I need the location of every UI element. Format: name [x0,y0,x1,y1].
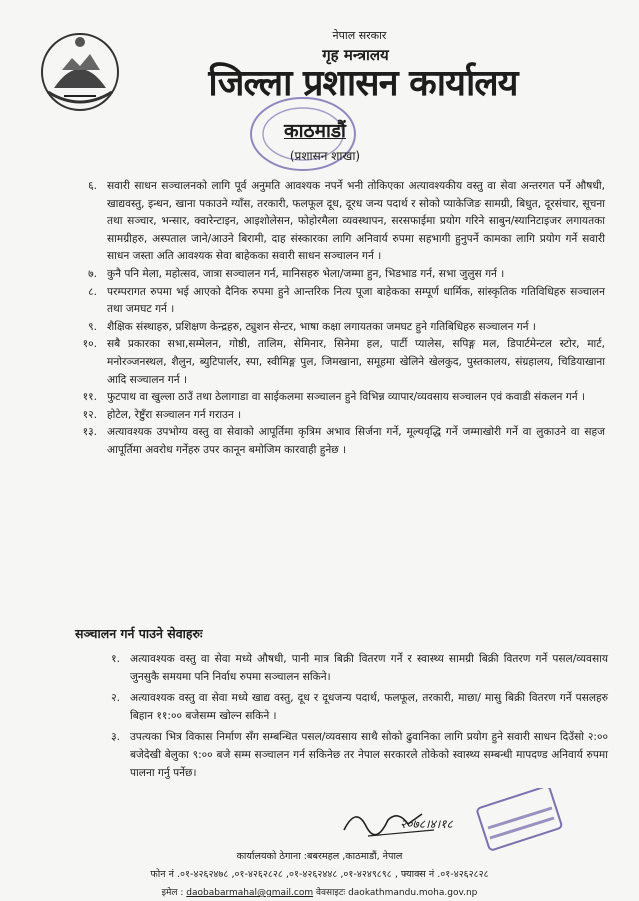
item-number: ११. [82,391,97,404]
signature-date: २०७८।४।१८ [400,817,453,831]
item-number: ३. [111,731,120,743]
footer-contact [0,885,639,898]
footer-phones: फोन नं .०१-४२६२४७८ ,०१-४२६२८२८ ,०१-४२६२४४८ ,०१-४२४९८९८ , फ्याक्स नं .०१-४२६२८२८ [150,869,489,880]
item-text: उपत्यका भित्र विकास निर्माण सँग सम्बन्धित पसल/व्यवसाय साथै सोको ढुवानिका लागि प्रयोग हुने सवारी साधन दिउँसो २:०० बजेदेखी बेलुका ९:०० बजे सम्म सञ्चालन गर्न सकिनेछ तर नेपाल सरकारले तोकेको स्वास्थ्य सम्बन्धी मापदण्ड अनिवार्य रुपमा पालना गर्नु पर्नेछ। [130,731,608,779]
item-number: १३. [82,426,97,439]
list-item [60,266,605,284]
government-label: नेपाल सरकार [332,29,387,42]
item-number: २. [111,692,120,704]
item-text: अत्यावश्यक वस्तु वा सेवा मध्ये खाद्य वस्तु, दूध र दूधजन्य पदार्थ, फलफूल, तरकारी, माछा/ मासु बिक्री वितरण गर्ने पसलहरु बिहान ११:०० बजेसम्म खोल्न सकिने । [130,692,608,722]
services-heading: सञ्चालन गर्न पाउने सेवाहरुः [75,626,203,641]
list-item [60,407,605,425]
item-number: १०. [82,338,97,351]
item-text: फुटपाथ वा खुल्ला ठाउँ तथा ठेलागाडा वा साईकलमा सञ्चालन हुने विभिन्न व्यापार/व्यवसाय सञ्चालन एवं कवाडी संकलन गर्न । [107,391,585,404]
ministry-label: गृह मन्त्रालय [322,46,389,64]
list-item [60,178,605,266]
item-number: १. [111,653,120,665]
item-text: अत्यावश्यक उपभोग्य वस्तु वा सेवाको आपूर्तिमा कृत्रिम अभाव सिर्जना गर्ने, मूल्यवृद्धि गर्ने जम्माखोरी गर्ने वा लुकाउने वा सहज आपूर्तिमा अवरोध गर्नेहरु उपर कानून बमोजिम कारवाही हुनेछ । [107,426,605,456]
item-number: ८. [88,285,97,298]
office-title: जिल्ला प्रशासन कार्यालय [208,63,518,104]
website-link[interactable]: daokathmandu.moha.gov.np [348,888,478,898]
item-number: ७. [88,267,97,280]
list-item [60,336,605,389]
item-text: अत्यावश्यक वस्तु वा सेवा मध्ये औषधी, पानी मात्र बिक्री वितरण गर्ने र स्वास्थ्य सामग्री बिक्री वितरण गर्ने पसल/व्यवसाय जुनसुकै समयमा पनि निर्वाध रुपमा सञ्चालन सकिने। [130,653,608,683]
item-text: सवारी साधन सञ्चालनको लागि पूर्व अनुमति आवश्यक नपर्ने भनी तोकिएका अत्यावश्यकीय वस्तु वा सेवा अन्तरगत पर्ने औषधी, खाद्यवस्तु, इन्धन, खाना पकाउने ग्याँस, तरकारी, फलफूल दूध, दूरध जन्य पदार्थ र सोको प्याकेजिङ सामग्री, बिधुत, दूरसंचार, सूचना तथा सञ्चार, भन्सार, क्वारेन्टाइन, आइशोलेसन, फोहोरमैला व्यवस्थापन, सरसफाईमा प्रयोग गरिने साबुन/स्यानिटाइजर लगायतका सामग्रीहरु, अस्पताल जाने/आउने बिरामी, दाह संस्कारका लागि अनिवार्य रुपमा सहभागी हुनुपर्ने कामका लागि प्रयोग गर्ने सवारी साधन जस्ता अति आवश्यक सेवा बाहेकका सवारी साधन सञ्चालन गर्न । [107,180,605,263]
list-item [60,424,605,459]
services-list [88,650,608,785]
website-label: वेवसाइटः [316,888,346,898]
restriction-list [60,178,605,460]
list-item [60,389,605,407]
item-text: होटेल, रेष्टुँरा सञ्चालन गर्न गराउन । [107,408,242,421]
email-link[interactable]: daobabarmahal@gmail.com [186,888,314,898]
list-item [88,650,608,686]
list-item [60,284,605,319]
item-text: परम्परागत रुपमा भई आएको दैनिक रुपमा हुने आन्तरिक नित्य पूजा बाहेकका सम्पूर्ण धार्मिक, सांस्कृतिक गतिविधिहरु सञ्चालन तथा जमघट गर्न । [107,285,605,316]
list-item [60,319,605,337]
list-item [88,689,608,725]
item-text: शैक्षिक संस्थाहरु, प्रशिक्षण केन्द्रहरु, ट्युशन सेन्टर, भाषा कक्षा लगायतका जमघट हुने गतिबिधिहरु सञ्चालन गर्न । [107,320,536,333]
item-number: १२. [82,408,97,421]
branch-label: (प्रशासन शाखा) [289,149,361,163]
item-number: ९. [88,320,97,333]
email-label: इमेल : [161,888,184,898]
item-text: सबै प्रकारका सभा,सम्मेलन, गोष्ठी, तालिम, सेमिनार, सिनेमा हल, पार्टी प्यालेस, सपिङ्ग मल, डिपार्टमेन्टल स्टोर, मार्ट, मनोरञ्जनस्थल, शैलुन, ब्युटिपार्लर, स्पा, स्वीमिङ्ग पुल, जिमखाना, समूहमा खेलिने खेलकुद, पुस्तकालय, संग्रहालय, चिडियाखाना आदि सञ्चालन गर्न । [107,338,605,386]
item-text: कुनै पनि मेला, महोत्सव, जात्रा सञ्चालन गर्न, मानिसहरु भेला/जम्मा हुन, भिडभाड गर्न, सभा जुलुस गर्न । [107,267,505,280]
list-item [88,728,608,782]
district-label: काठमाडौं [284,120,346,142]
officer-stamp-icon [476,788,564,852]
item-number: ६. [88,180,97,192]
footer-address: कार्यालयको ठेगाना :बबरमहल ,काठमाडौं, नेपाल [236,851,403,862]
